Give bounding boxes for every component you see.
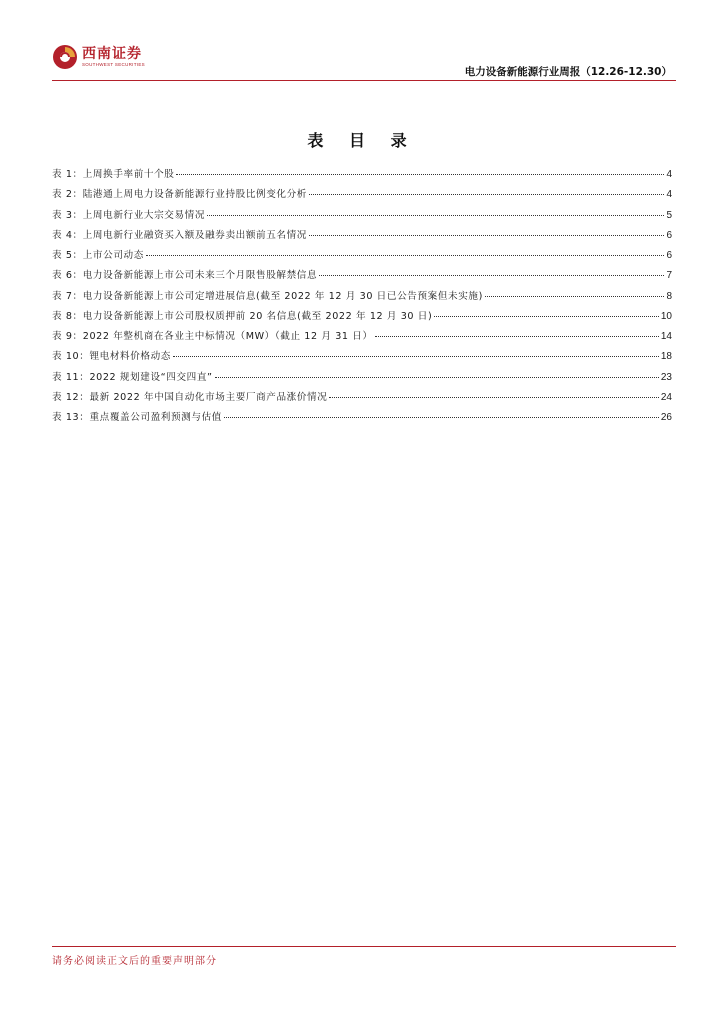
toc-entry[interactable] [52,328,672,348]
toc-entry-title[interactable]: 表 10：锂电材料价格动态 [52,351,171,363]
toc-entry[interactable] [52,247,672,267]
toc-dot-leader [375,336,659,337]
toc-entry-page[interactable]: 4 [666,189,672,201]
toc-entry[interactable] [52,348,672,368]
header-divider [52,80,676,81]
page-header [52,40,676,84]
toc-entry-title[interactable]: 表 7：电力设备新能源上市公司定增进展信息(截至 2022 年 12 月 30 日已公告预案但未实施) [52,290,483,302]
footer-disclaimer: 请务必阅读正文后的重要声明部分 [52,956,217,967]
toc-entry-page[interactable]: 8 [666,290,672,302]
toc-entry[interactable] [52,267,672,287]
toc-entry-title[interactable]: 表 2：陆港通上周电力设备新能源行业持股比例变化分析 [52,189,308,201]
toc-entry-title[interactable]: 表 11：2022 规划建设“四交四直” [52,371,213,383]
toc-entry-page[interactable]: 24 [660,391,672,403]
toc-entry-title[interactable]: 表 8：电力设备新能源上市公司股权质押前 20 名信息(截至 2022 年 12 月 30 日) [52,310,433,322]
logo-wordmark [82,47,145,68]
toc-entry-title[interactable]: 表 13：重点覆盖公司盈利预测与估值 [52,412,222,423]
report-title: 电力设备新能源行业周报（12.26-12.30） [464,66,672,78]
toc-dot-leader [309,235,664,236]
toc-entry-page[interactable]: 26 [660,412,672,423]
company-logo [52,44,145,70]
toc-dot-leader [146,255,665,256]
southwest-securities-logo-icon [52,44,78,70]
toc-dot-leader [207,215,664,216]
toc-dot-leader [434,316,659,317]
toc-entry[interactable] [52,409,672,429]
toc-dot-leader [309,194,664,195]
toc-entry-title[interactable]: 表 1：上周换手率前十个股 [52,169,175,180]
toc-entry-title[interactable]: 表 3：上周电新行业大宗交易情况 [52,209,206,221]
toc-heading: 表 目 录 [307,131,417,150]
toc-dot-leader [319,275,664,276]
toc-entry-title[interactable]: 表 5：上市公司动态 [52,250,144,261]
toc-entry-title[interactable]: 表 12：最新 2022 年中国自动化市场主要厂商产品涨价情况 [52,391,328,403]
toc-dot-leader [215,377,659,378]
toc-entry-page[interactable]: 14 [660,331,672,342]
toc-entry-page[interactable]: 7 [666,270,672,282]
toc-entry-page[interactable]: 18 [660,351,672,363]
toc-entry-page[interactable]: 6 [666,229,672,241]
toc-entry[interactable] [52,369,672,389]
toc-entry-page[interactable]: 5 [666,209,672,221]
toc-dot-leader [176,174,664,175]
toc-entry-page[interactable]: 6 [666,250,672,261]
toc-dot-leader [485,296,664,297]
toc-dot-leader [224,417,659,418]
toc-entry[interactable] [52,207,672,227]
toc-entry-page[interactable]: 4 [666,169,672,180]
logo-name: 西南证券 [82,45,142,62]
toc-entry[interactable] [52,227,672,247]
toc-entry-title[interactable]: 表 6：电力设备新能源上市公司未来三个月限售股解禁信息 [52,270,318,282]
toc-entry[interactable] [52,288,672,308]
toc-entry-title[interactable]: 表 4：上周电新行业融资买入额及融券卖出额前五名情况 [52,229,308,241]
toc-entry-page[interactable]: 23 [660,371,672,383]
toc-entry[interactable] [52,186,672,206]
toc-entry-title[interactable]: 表 9：2022 年整机商在各业主中标情况（MW）（截止 12 月 31 日） [52,331,373,342]
toc-dot-leader [329,397,658,398]
toc-entry[interactable] [52,166,672,186]
table-of-contents [52,166,672,429]
toc-dot-leader [173,356,659,357]
logo-subtitle: SOUTHWEST SECURITIES [82,61,145,67]
toc-entry[interactable] [52,308,672,328]
toc-entry-page[interactable]: 10 [660,310,672,322]
toc-entry[interactable] [52,389,672,409]
footer-divider [52,946,676,947]
